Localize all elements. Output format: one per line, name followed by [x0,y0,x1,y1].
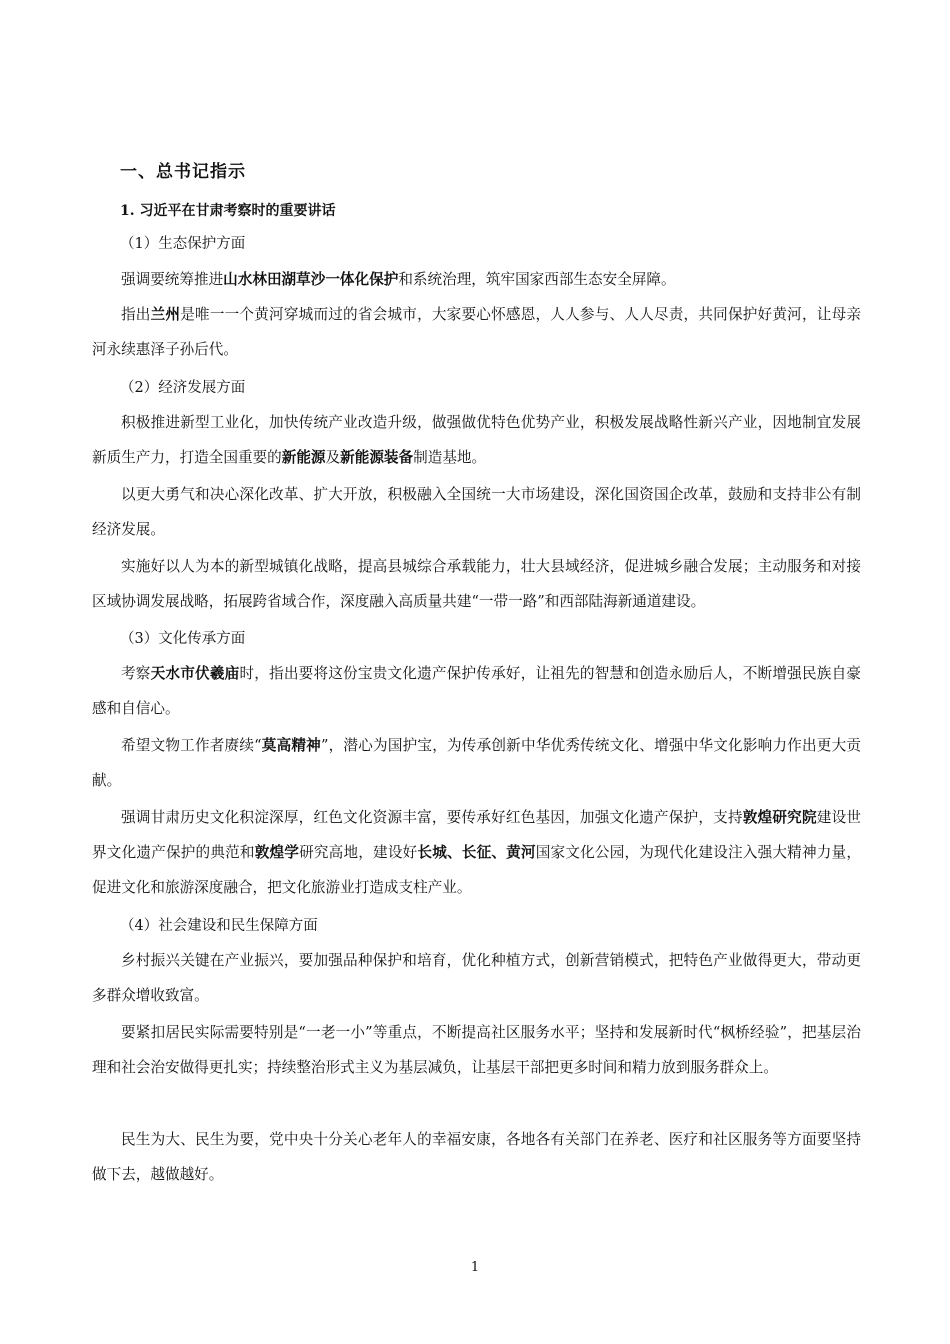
topic-heading-culture: （3）文化传承方面 [120,631,246,647]
page-number: 1 [470,1260,480,1275]
emphasis: 敦煌研究院 [742,809,817,826]
paragraph: 积极推进新型工业化，加快传统产业改造升级，做强做优特色优势产业，积极发展战略性新兴产业，因地制宜发展新质生产力，打造全国重要的新能源及新能源装备制造基地。 [92,414,861,466]
paragraph: 强调要统筹推进山水林田湖草沙一体化保护和系统治理，筑牢国家西部生态安全屏障。 [121,271,676,288]
topic-heading-ecology: （1）生态保护方面 [120,236,246,252]
emphasis: 新能源装备 [340,449,414,466]
emphasis: 天水市伏羲庙 [150,665,240,682]
section-heading: 一、总书记指示 [120,162,246,182]
paragraph: 要紧扣居民实际需要特别是“一老一小”等重点，不断提高社区服务水平；坚持和发展新时代“枫桥经验”，把基层治理和社会治安做得更扎实；持续整治形式主义为基层减负，让基层干部把更多时间和精力放到服务群众上。 [92,1024,861,1076]
paragraph: 以更大勇气和决心深化改革、扩大开放，积极融入全国统一大市场建设，深化国资国企改革，鼓励和支持非公有制经济发展。 [92,486,861,538]
topic-heading-society: （4）社会建设和民生保障方面 [120,918,318,934]
subsection-heading: 1. 习近平在甘肃考察时的重要讲话 [120,203,336,219]
emphasis: 莫高精神 [261,737,321,754]
paragraph: 民生为大、民生为要，党中央十分关心老年人的幸福安康，各地各有关部门在养老、医疗和社区服务等方面要坚持做下去，越做越好。 [92,1131,861,1183]
paragraph: 乡村振兴关键在产业振兴，要加强品种保护和培育，优化种植方式，创新营销模式，把特色产业做得更大，带动更多群众增收致富。 [92,952,861,1004]
paragraph: 实施好以人为本的新型城镇化战略，提高县城综合承载能力，壮大县域经济，促进城乡融合发展；主动服务和对接区域协调发展战略，拓展跨省域合作，深度融入高质量共建“一带一路”和西部陆海新通道建设。 [92,558,861,610]
emphasis: 新能源 [281,449,326,466]
emphasis: 山水林田湖草沙一体化保护 [223,271,399,288]
paragraph: 指出兰州是唯一一个黄河穿城而过的省会城市，大家要心怀感恩，人人参与、人人尽责，共同保护好黄河，让母亲河永续惠泽子孙后代。 [92,306,861,358]
topic-heading-economy: （2）经济发展方面 [120,380,246,396]
emphasis: 长城、长征、黄河 [417,844,536,861]
paragraph: 希望文物工作者赓续“莫高精神”，潜心为国护宝，为传承创新中华优秀传统文化、增强中华文化影响力作出更大贡献。 [92,737,861,789]
emphasis: 兰州 [150,306,181,323]
emphasis: 敦煌学 [254,844,300,861]
paragraph: 考察天水市伏羲庙时，指出要将这份宝贵文化遗产保护传承好，让祖先的智慧和创造永励后人，不断增强民族自豪感和自信心。 [92,665,861,717]
paragraph: 强调甘肃历史文化积淀深厚，红色文化资源丰富，要传承好红色基因，加强文化遗产保护，支持敦煌研究院建设世界文化遗产保护的典范和敦煌学研究高地，建设好长城、长征、黄河国家文化公园，为现代化建设注入强大精神力量，促进文化和旅游深度融合，把文化旅游业打造成支柱产业。 [92,809,861,896]
